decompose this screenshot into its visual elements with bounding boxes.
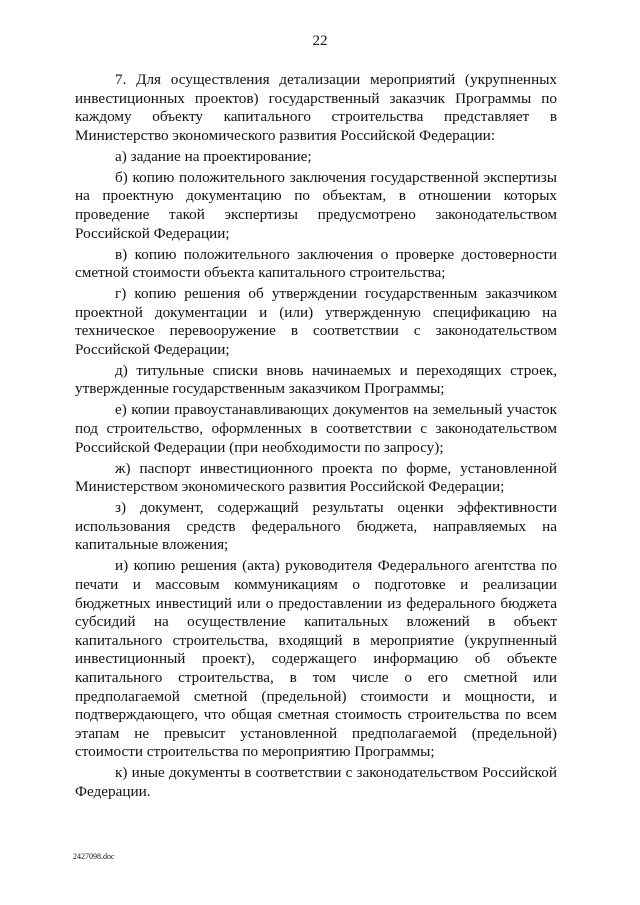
list-item-a: а) задание на проектирование; <box>115 147 312 165</box>
list-item-g: г) копию решения об утверждении государственным заказчиком проектной документации и (или) утвержденную спецификацию на техническое перевооружение в соответствии с законодательством Российской Федерации; <box>75 285 557 358</box>
list-item-i: и) копию решения (акта) руководителя Федерального агентства по печати и массовым коммуникациям о подготовке и реализации бюджетных инвестиций или о предоставлении из федерального бюджета субсидий на осуществление капитальных вложений в объект капитального строительства, входящий в мероприятие (укрупненный инвестиционный проект), содержащего информацию об объекте капитального строительства, в том числе о его сметной или предполагаемой сметной (предельной) стоимости и мощности, и подтверждающего, что общая сметная стоимость строительства по всем этапам не превысит установленной предполагаемой (предельной) стоимости строительства по мероприятию Программы; <box>75 557 557 761</box>
list-item-zh: ж) паспорт инвестиционного проекта по форме, установленной Министерством экономического развития Российской Федерации; <box>75 459 557 496</box>
list-item-b: б) копию положительного заключения государственной экспертизы на проектную документацию по объектам, в отношении которых проведение такой экспертизы предусмотрено законодательством Российской Федерации; <box>75 168 557 242</box>
list-item-v: в) копию положительного заключения о проверке достоверности сметной стоимости объекта капитального строительства; <box>75 245 557 282</box>
list-item-d: д) титульные списки вновь начинаемых и переходящих строек, утвержденные государственным заказчиком Программы; <box>75 361 557 398</box>
document-filename: 2427098.doc <box>73 852 115 861</box>
document-body <box>75 71 557 804</box>
paragraph-7-intro: 7. Для осуществления детализации мероприятий (укрупненных инвестиционных проектов) государственный заказчик Программы по каждому объекту капитального строительства представляет в Министерство экономического развития Российской Федерации: <box>75 71 557 144</box>
list-item-z: з) документ, содержащий результаты оценки эффективности использования средств федерального бюджета, направляемых на капитальные вложения; <box>75 499 557 554</box>
list-item-e: е) копии правоустанавливающих документов на земельный участок под строительство, оформленных в соответствии с законодательством Российской Федерации (при необходимости по запросу); <box>75 401 557 456</box>
page-number: 22 <box>312 33 328 49</box>
list-item-k: к) иные документы в соответствии с законодательством Российской Федерации. <box>75 764 557 800</box>
